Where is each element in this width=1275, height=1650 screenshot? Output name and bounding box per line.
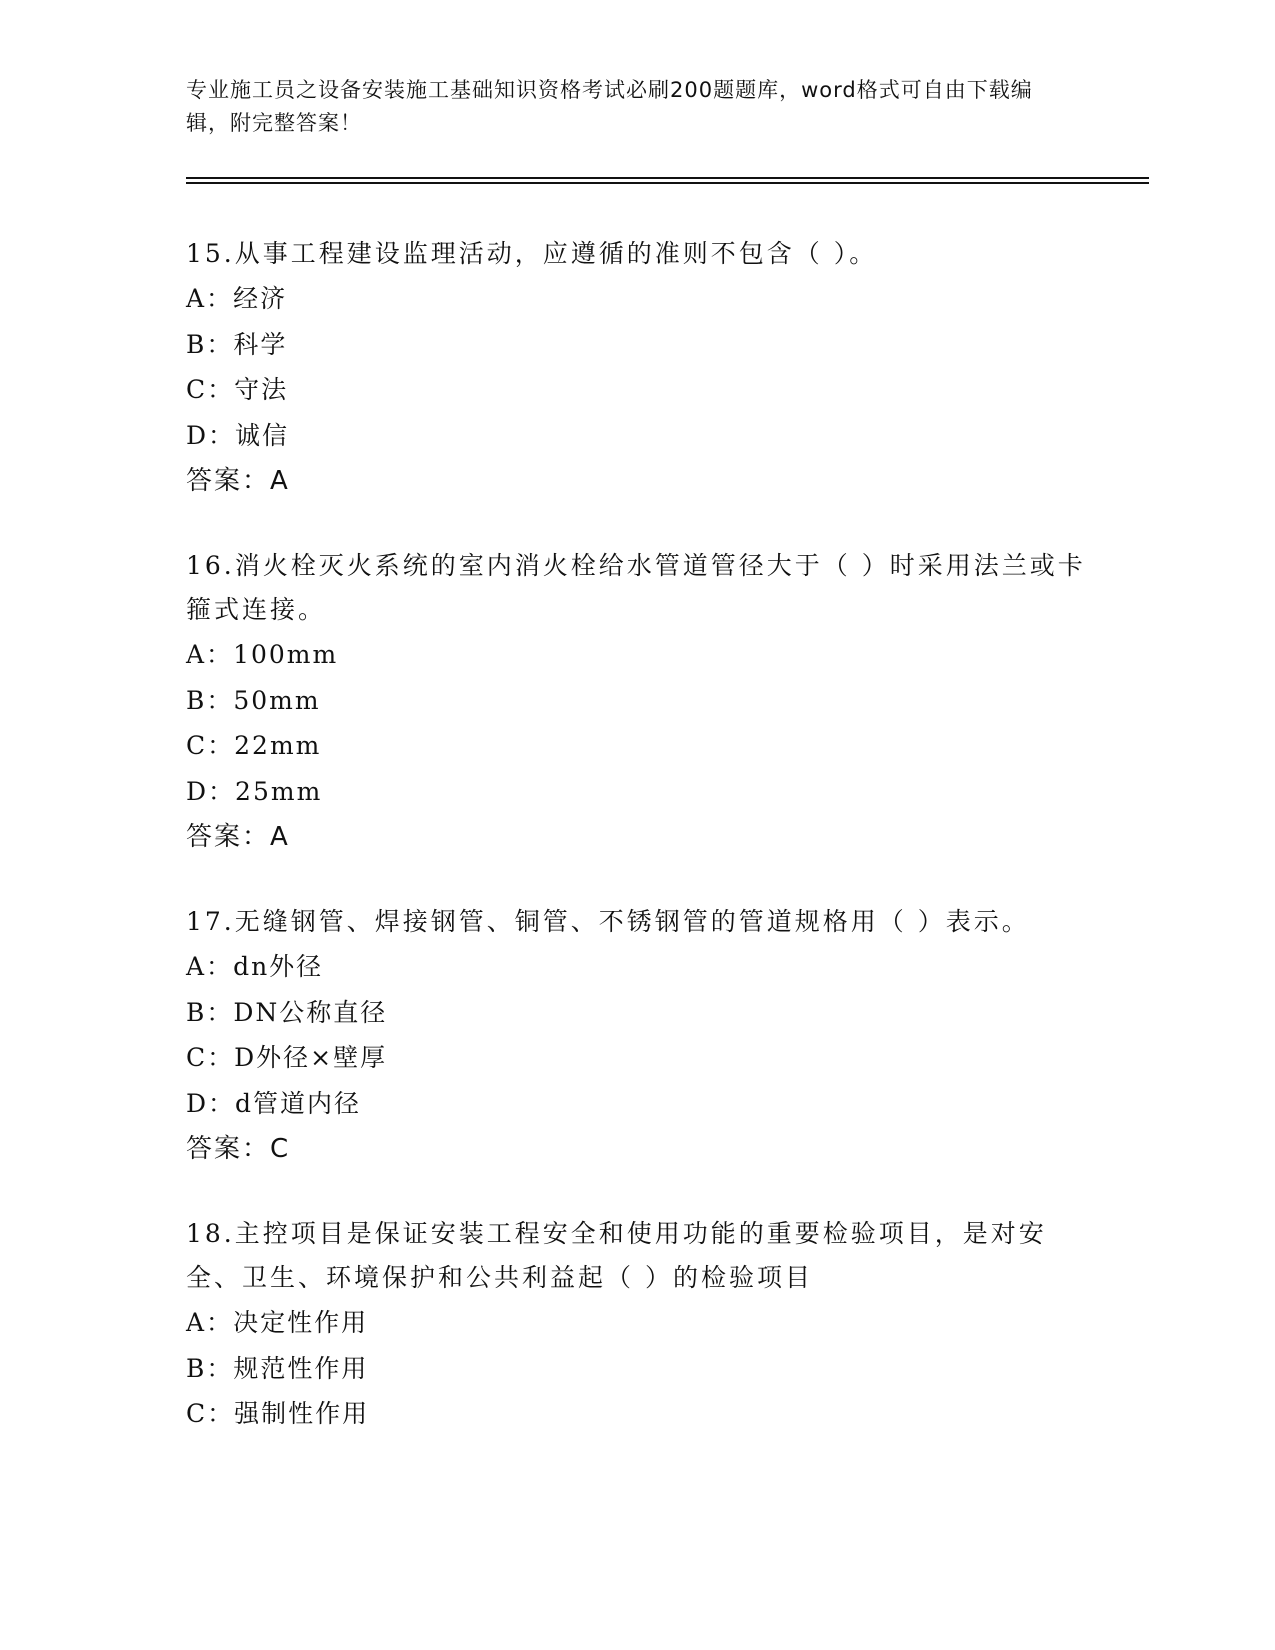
question-17 [186,900,1086,1172]
option-d [186,1081,1086,1127]
option-a [186,276,1086,322]
option-text: 决定性作用 [233,1308,369,1337]
option-a [186,632,1086,678]
option-letter: A： [186,284,234,313]
option-b [186,1346,1086,1392]
option-text: 强制性作用 [234,1399,370,1428]
answer-value: A [270,822,290,852]
question-16 [186,544,1086,860]
option-text: 经济 [233,284,288,313]
option-b [186,322,1086,368]
option-a [186,944,1086,990]
option-text: 22mm [234,731,322,760]
header-divider-top [186,177,1149,179]
option-d [186,769,1086,815]
question-15 [186,232,1086,504]
option-a [186,1300,1086,1346]
option-text: DN公称直径 [233,997,388,1027]
option-text: 50mm [233,685,321,715]
option-text: d管道内径 [235,1088,362,1118]
option-text: 科学 [233,329,288,359]
option-letter: D： [186,1088,236,1118]
option-c [186,723,1086,769]
question-stem: 16.消火栓灭火系统的室内消火栓给水管道管径大于（ ）时采用法兰或卡箍式连接。 [186,551,1086,624]
option-text: 守法 [234,375,289,404]
option-b [186,990,1086,1036]
answer-line [186,1126,1086,1172]
answer-line [186,814,1086,860]
question-list [186,232,1086,1477]
option-b [186,678,1086,724]
question-stem: 17.无缝钢管、焊接钢管、铜管、不锈钢管的管道规格用（ ）表示。 [186,907,1030,936]
option-d [186,413,1086,459]
option-letter: A： [186,640,234,669]
option-text: 规范性作用 [233,1353,369,1383]
question-stem: 18.主控项目是保证安装工程安全和使用功能的重要检验项目，是对安全、卫生、环境保护和公共利益起（ ）的检验项目 [186,1219,1047,1292]
question-18 [186,1212,1086,1437]
option-letter: C： [186,1043,235,1072]
answer-line [186,458,1086,504]
answer-label: 答案： [186,822,271,852]
document-header-title: 专业施工员之设备安装施工基础知识资格考试必刷200题题库，word格式可自由下载编辑，附完整答案！ [186,78,1033,135]
option-text: D外径×壁厚 [234,1043,388,1072]
option-letter: A： [186,1308,234,1337]
option-letter: B： [186,329,234,359]
option-c [186,1035,1086,1081]
option-text: 100mm [233,640,339,669]
option-c [186,367,1086,413]
answer-label: 答案： [186,466,271,496]
option-text: 诚信 [235,420,290,450]
option-letter: A： [186,952,234,981]
option-letter: B： [186,1353,234,1383]
question-stem: 15.从事工程建设监理活动，应遵循的准则不包含（ ）。 [186,239,878,268]
option-letter: B： [186,685,234,715]
option-c [186,1391,1086,1437]
option-letter: C： [186,375,235,404]
option-text: 25mm [235,776,323,806]
option-letter: D： [186,776,236,806]
answer-value: C [270,1134,291,1164]
option-letter: B： [186,997,234,1027]
answer-label: 答案： [186,1134,271,1164]
option-letter: D： [186,420,236,450]
answer-value: A [270,466,290,496]
option-letter: C： [186,731,235,760]
option-text: dn外径 [233,952,324,981]
option-letter: C： [186,1399,235,1428]
header-divider-bottom [186,182,1149,184]
